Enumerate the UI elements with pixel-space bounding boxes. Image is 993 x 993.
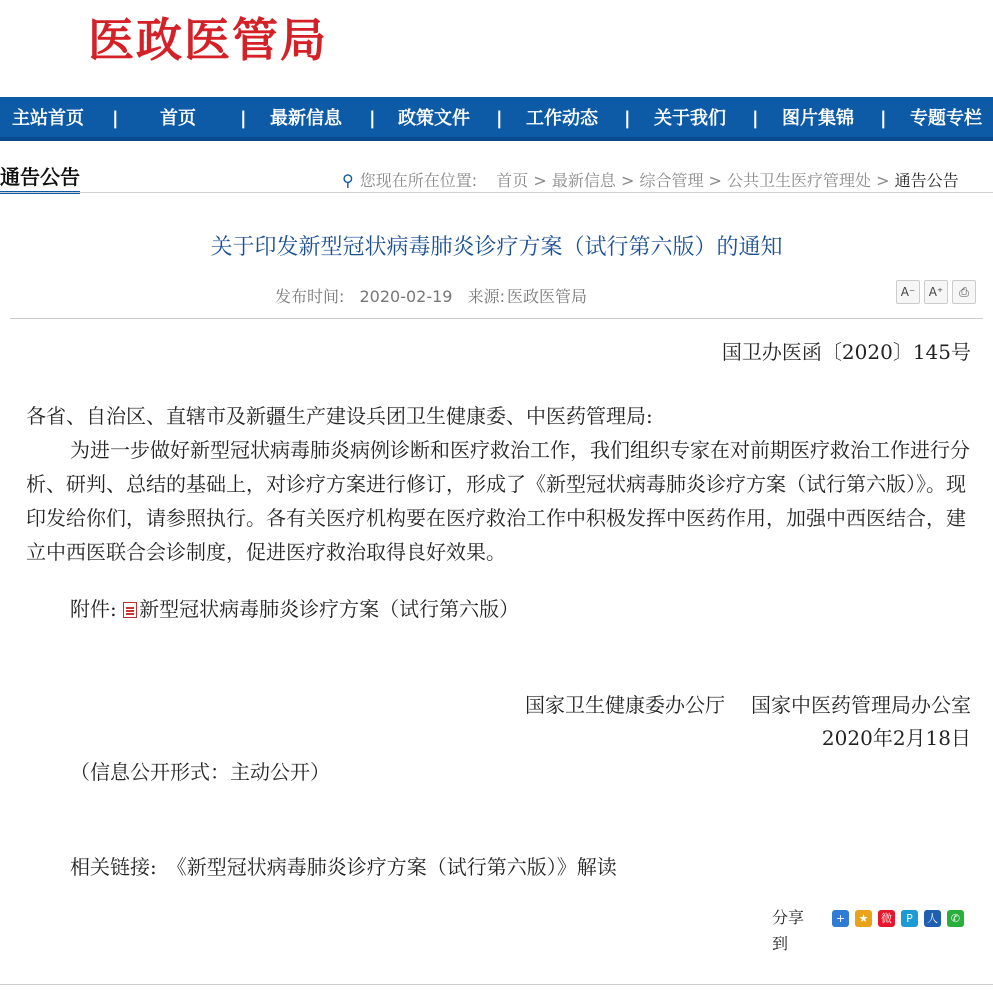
nav-separator: | bbox=[369, 108, 376, 129]
qzone-icon[interactable]: ★ bbox=[855, 910, 872, 927]
share-label: 分享到 bbox=[772, 908, 805, 953]
nav-item-main-site-home[interactable]: 主站首页 bbox=[12, 108, 84, 129]
breadcrumb-separator: > bbox=[533, 171, 547, 190]
share-icons bbox=[832, 907, 970, 927]
wechat-icon[interactable]: ✆ bbox=[947, 910, 964, 927]
print-icon[interactable]: ⎙ bbox=[952, 280, 976, 304]
document-number: 国卫办医函〔2020〕145号 bbox=[721, 340, 971, 364]
disclosure-note: （信息公开形式：主动公开） bbox=[70, 760, 330, 784]
article-body bbox=[26, 399, 976, 569]
section-divider bbox=[0, 192, 993, 193]
renren-icon[interactable]: 人 bbox=[924, 910, 941, 927]
breadcrumb-separator: > bbox=[708, 171, 722, 190]
nav-item-special-topics[interactable]: 专题专栏 bbox=[910, 108, 982, 129]
breadcrumb-public-health[interactable]: 公共卫生医疗管理处 bbox=[727, 171, 872, 190]
sign-date: 2020年2月18日 bbox=[821, 726, 971, 750]
nav-separator: | bbox=[752, 108, 759, 129]
breadcrumb-prefix: 您现在所在位置: bbox=[359, 171, 478, 190]
breadcrumb-latest-info[interactable]: 最新信息 bbox=[551, 171, 616, 190]
article-meta bbox=[275, 284, 597, 307]
breadcrumb bbox=[342, 168, 959, 191]
published-date: 2020-02-19 bbox=[359, 287, 453, 306]
pdf-file-icon bbox=[123, 602, 137, 618]
font-larger-icon[interactable]: A⁺ bbox=[924, 280, 948, 304]
nav-item-about-us[interactable]: 关于我们 bbox=[654, 108, 726, 129]
title-divider bbox=[10, 318, 983, 319]
related-label: 相关链接: bbox=[70, 855, 157, 879]
footer-divider bbox=[0, 984, 993, 985]
nav-item-work-news[interactable]: 工作动态 bbox=[526, 108, 598, 129]
breadcrumb-general-mgmt[interactable]: 综合管理 bbox=[639, 171, 704, 190]
nav-item-home[interactable]: 首页 bbox=[160, 108, 196, 129]
body-paragraph: 为进一步做好新型冠状病毒肺炎病例诊断和医疗救治工作，我们组织专家在对前期医疗救治工作进行分析、研判、总结的基础上，对诊疗方案进行修订，形成了《新型冠状病毒肺炎诊疗方案（试行第六版）》。现印发给你们，请参照执行。各有关医疗机构要在医疗救治工作中积极发挥中医药作用，加强中西医结合，建立中西医联合会诊制度，促进医疗救治取得良好效果。 bbox=[26, 438, 970, 564]
source-value: 医政医管局 bbox=[506, 287, 587, 306]
font-smaller-icon[interactable]: A⁻ bbox=[896, 280, 920, 304]
nav-item-policy-docs[interactable]: 政策文件 bbox=[398, 108, 470, 129]
location-pin-icon: ⚲ bbox=[342, 171, 354, 190]
more-share-icon[interactable]: + bbox=[832, 910, 849, 927]
signer-nhc-office: 国家卫生健康委办公厅 bbox=[525, 693, 725, 717]
attachment-label: 附件: bbox=[70, 597, 117, 621]
signer-tcm-office: 国家中医药管理局办公室 bbox=[751, 693, 971, 717]
nav-separator: | bbox=[496, 108, 503, 129]
source-label: 来源: bbox=[467, 287, 505, 306]
nav-separator: | bbox=[624, 108, 631, 129]
signers bbox=[499, 689, 971, 718]
tencent-weibo-icon[interactable]: P bbox=[901, 910, 918, 927]
related-link-interpretation[interactable]: 《新型冠状病毒肺炎诊疗方案（试行第六版）》解读 bbox=[166, 855, 617, 879]
breadcrumb-separator: > bbox=[876, 171, 890, 190]
nav-separator: | bbox=[240, 108, 247, 129]
nav-separator: | bbox=[112, 108, 119, 129]
attachment bbox=[70, 593, 519, 622]
related-links bbox=[70, 851, 617, 880]
nav-item-gallery[interactable]: 图片集锦 bbox=[782, 108, 854, 129]
addressee: 各省、自治区、直辖市及新疆生产建设兵团卫生健康委、中医药管理局: bbox=[26, 404, 653, 428]
section-title: 通告公告 bbox=[0, 164, 80, 194]
main-nav bbox=[0, 97, 993, 141]
breadcrumb-separator: > bbox=[620, 171, 635, 190]
article-title: 关于印发新型冠状病毒肺炎诊疗方案（试行第六版）的通知 bbox=[210, 235, 783, 260]
article-tools bbox=[896, 280, 980, 304]
published-label: 发布时间: bbox=[275, 287, 345, 306]
weibo-icon[interactable]: 微 bbox=[878, 910, 895, 927]
site-logo: 医政医管局 bbox=[88, 13, 328, 67]
breadcrumb-home[interactable]: 首页 bbox=[496, 171, 529, 190]
breadcrumb-current: 通告公告 bbox=[894, 171, 959, 190]
nav-item-latest-info[interactable]: 最新信息 bbox=[270, 108, 342, 129]
nav-separator: | bbox=[880, 108, 887, 129]
attachment-link[interactable]: 新型冠状病毒肺炎诊疗方案（试行第六版） bbox=[139, 597, 520, 621]
